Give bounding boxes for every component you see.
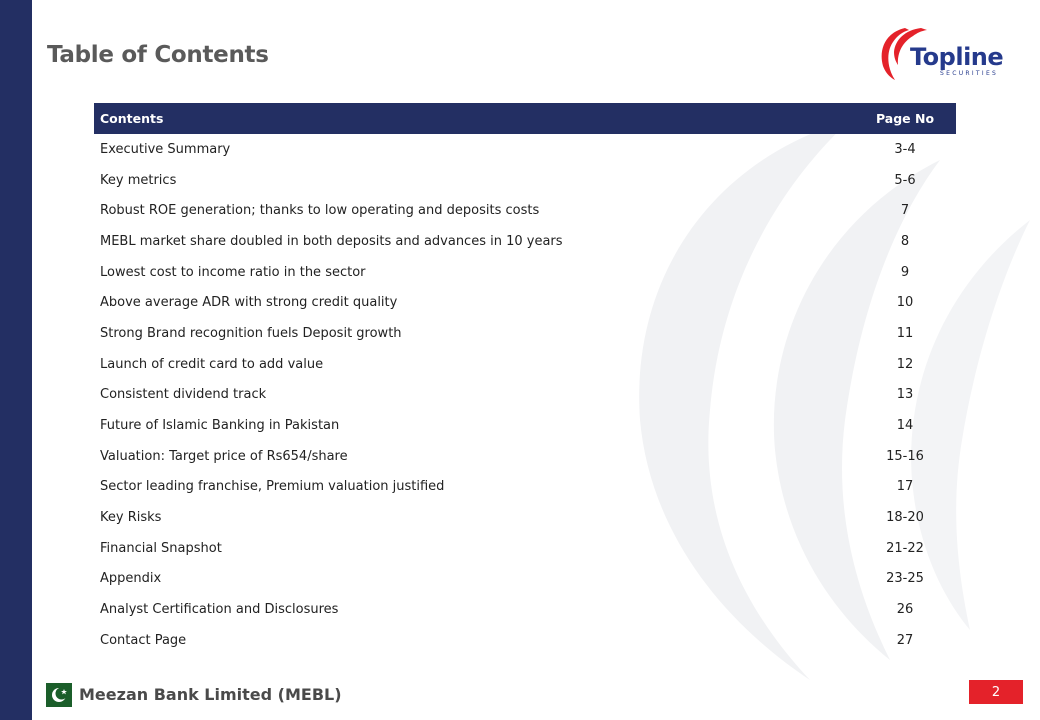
table-row (94, 318, 956, 349)
table-row (94, 349, 956, 380)
row-page-number: 13 (896, 387, 914, 403)
contents-table-body (94, 134, 956, 656)
table-row (94, 226, 956, 257)
row-title: Strong Brand recognition fuels Deposit growth (100, 325, 402, 341)
row-page-number: 14 (896, 418, 914, 434)
row-title: Appendix (100, 571, 162, 587)
row-title: Valuation: Target price of Rs654/share (100, 448, 348, 464)
left-accent-bar (0, 0, 32, 720)
row-title: Future of Islamic Banking in Pakistan (100, 418, 340, 434)
table-row (94, 410, 956, 441)
table-row (94, 165, 956, 196)
row-title: MEBL market share doubled in both deposits and advances in 10 years (100, 233, 563, 249)
table-row (94, 533, 956, 564)
table-row (94, 134, 956, 165)
header-page-no: Page No (854, 103, 956, 134)
row-page-number: 21-22 (886, 540, 924, 556)
row-page-number: 11 (896, 325, 914, 341)
footer-company-name: Meezan Bank Limited (MEBL) (79, 685, 342, 704)
row-title: Sector leading franchise, Premium valuation justified (100, 479, 445, 495)
row-title: Analyst Certification and Disclosures (100, 602, 339, 618)
brand-name: Topline (910, 43, 1004, 71)
row-page-number: 17 (896, 479, 914, 495)
row-page-number: 7 (900, 203, 910, 219)
header-contents: Contents (94, 103, 854, 134)
table-row (94, 502, 956, 533)
pakistan-flag-icon (37, 683, 72, 707)
page-title: Table of Contents (47, 42, 269, 68)
row-page-number: 15-16 (886, 448, 924, 464)
row-title: Financial Snapshot (100, 540, 222, 556)
table-row (94, 287, 956, 318)
row-page-number: 26 (896, 602, 914, 618)
row-title: Key metrics (100, 172, 177, 188)
row-title: Executive Summary (100, 141, 231, 157)
row-page-number: 18-20 (886, 510, 924, 526)
row-page-number: 27 (896, 632, 914, 648)
contents-table (94, 103, 956, 656)
table-row (94, 380, 956, 411)
table-row (94, 594, 956, 625)
table-row (94, 195, 956, 226)
table-row (94, 625, 956, 656)
row-title: Above average ADR with strong credit quality (100, 295, 398, 311)
table-row (94, 564, 956, 595)
row-page-number: 5-6 (894, 172, 916, 188)
row-title: Robust ROE generation; thanks to low operating and deposits costs (100, 203, 540, 219)
row-title: Consistent dividend track (100, 387, 267, 403)
brand-tagline: SECURITIES (940, 70, 999, 77)
row-title: Lowest cost to income ratio in the sector (100, 264, 366, 280)
page-number-badge: 2 (969, 680, 1023, 704)
row-page-number: 10 (896, 295, 914, 311)
row-page-number: 9 (900, 264, 910, 280)
table-row (94, 441, 956, 472)
row-page-number: 8 (900, 233, 910, 249)
row-title: Key Risks (100, 510, 162, 526)
row-page-number: 12 (896, 356, 914, 372)
row-title: Launch of credit card to add value (100, 356, 324, 372)
row-title: Contact Page (100, 632, 187, 648)
row-page-number: 3-4 (894, 141, 916, 157)
row-page-number: 23-25 (886, 571, 924, 587)
table-row (94, 472, 956, 503)
table-header-row (94, 103, 956, 134)
table-row (94, 257, 956, 288)
